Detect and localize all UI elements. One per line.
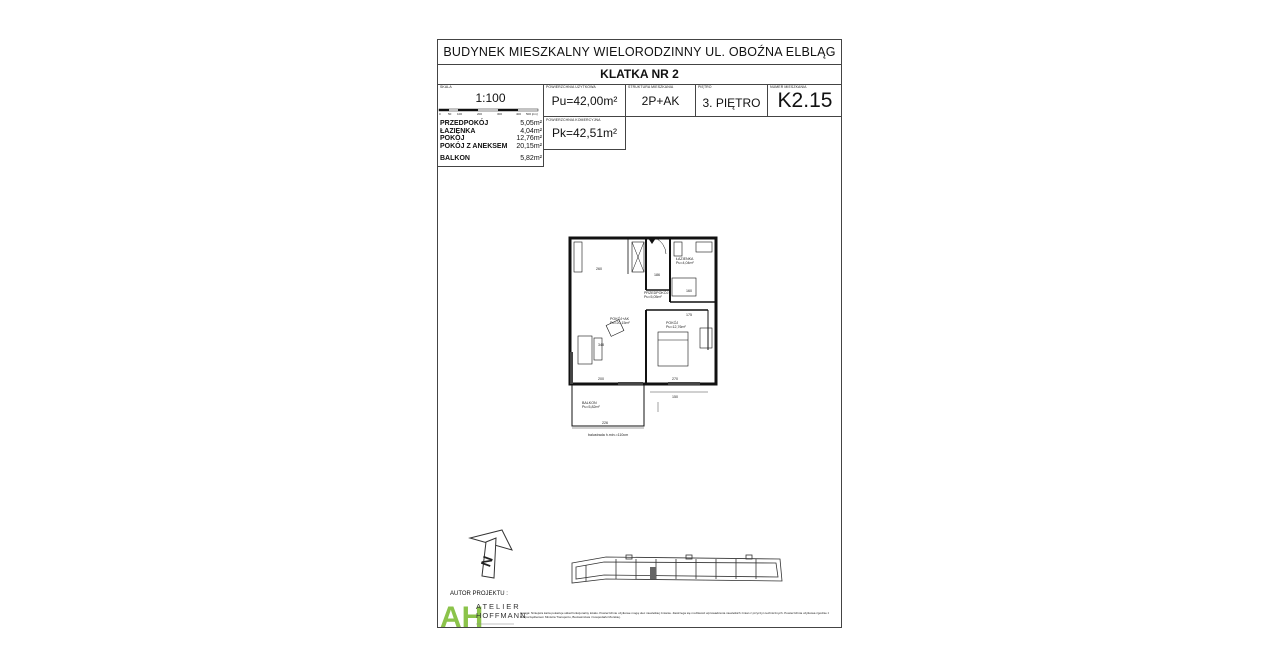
- floor-cell: [696, 84, 768, 117]
- plan-label-bath-area: Pu=4,04m²: [676, 261, 694, 265]
- scale-value: 1:100: [475, 91, 506, 105]
- plan-dim: 226: [602, 421, 608, 425]
- author-label: AUTOR PROJEKTU :: [450, 591, 508, 597]
- plan-dim: 175: [686, 313, 692, 317]
- plan-label-balcony: BALKON: [582, 401, 597, 405]
- structure-value: 2P+AK: [641, 94, 680, 108]
- floor-plan: [558, 232, 728, 442]
- plan-dim: 150: [672, 395, 678, 399]
- usable-area-label: POWIERZCHNIA UŻYTKOWA: [546, 85, 596, 89]
- plan-label-living: POKÓJ+AK: [610, 317, 630, 321]
- stair-title-text: KLATKA NR 2: [600, 67, 679, 81]
- building-title-text: BUDYNEK MIESZKALNY WIELORODZINNY UL. OBOŹNA ELBLĄG: [443, 45, 836, 59]
- atelier-hoffmann-logo: [440, 599, 527, 634]
- svg-text:N: N: [477, 553, 496, 569]
- unit-cell: [768, 84, 842, 117]
- svg-text:300: 300: [497, 112, 503, 116]
- svg-text:HOFFMANN: HOFFMANN: [476, 611, 527, 620]
- north-arrow-icon: [466, 520, 514, 578]
- scale-label: SKALA: [440, 85, 452, 89]
- plan-dim: 186: [654, 273, 660, 277]
- plan-dim: 200: [598, 377, 604, 381]
- room-row: ŁAZIENKA 4,04m²: [440, 127, 542, 135]
- structure-label: STRUKTURA MIESZKANIA: [628, 85, 674, 89]
- svg-text:AH: AH: [440, 601, 484, 634]
- svg-text:ATELIER: ATELIER: [476, 602, 521, 611]
- unit-value: K2.15: [777, 89, 833, 112]
- svg-text:0: 0: [439, 112, 441, 116]
- site-plan: [566, 545, 786, 587]
- plan-label-hall-area: Pu=5,05m²: [644, 295, 662, 299]
- room-row: POKÓJ 12,76m²: [440, 135, 542, 142]
- plan-label-room-area: Pu=12,76m²: [666, 325, 686, 329]
- notes-text: Uwaga: Niniejsza karta pokazuje układ funkcjonalny lokalu. Powierzchnie użytkowe mogą ulec niewielkiej zmianie. Zastrzega się możliwość wprowadzenia niewielkich zmian z przyczyn technicznych. Powierzchnia użytkowa zgodnie z Rozporządzeniem Ministra Transportu, Budownictwa i Gospodarki Morskiej.: [520, 611, 830, 619]
- commercial-area-cell: [544, 117, 626, 150]
- floor-value: 3. PIĘTRO: [702, 96, 761, 110]
- stair-title: [438, 64, 841, 85]
- room-row: POKÓJ Z ANEKSEM 20,15m²: [440, 142, 542, 150]
- building-title: [438, 40, 841, 65]
- rooms-list: [440, 120, 542, 163]
- usable-area-cell: [544, 84, 626, 117]
- svg-text:400: 400: [516, 112, 522, 116]
- commercial-area-value: Pk=42,51m²: [551, 126, 618, 140]
- floor-label: PIĘTRO: [698, 85, 712, 89]
- plan-dim: 270: [672, 377, 678, 381]
- svg-text:500 [cm]: 500 [cm]: [526, 112, 538, 116]
- svg-text:200: 200: [477, 112, 483, 116]
- apartment-card: [437, 39, 842, 634]
- plan-label-room: POKÓJ: [666, 321, 679, 325]
- svg-text:50: 50: [448, 112, 452, 116]
- commercial-area-label: POWIERZCHNIA KOMERCYJNA: [546, 118, 601, 122]
- plan-label-hall: PRZEDPOKÓJ: [644, 291, 669, 295]
- unit-label: NUMER MIESZKANIA: [770, 85, 807, 89]
- plan-dim: 260: [596, 267, 602, 271]
- room-row: BALKON 5,82m²: [440, 155, 542, 162]
- svg-text:100: 100: [457, 112, 463, 116]
- plan-dim: 348: [598, 343, 604, 347]
- plan-label-bath: ŁAZIENKA: [676, 257, 694, 261]
- plan-dim: 160: [686, 289, 692, 293]
- usable-area-value: Pu=42,00m²: [551, 94, 618, 108]
- structure-cell: [626, 84, 696, 117]
- plan-label-railing: balustrada h.min.=110cm: [588, 433, 629, 437]
- room-row: PRZEDPOKÓJ 5,05m²: [440, 120, 542, 127]
- plan-label-living-area: Pu=20,15m²: [610, 321, 630, 325]
- plan-label-balcony-area: Pu=5,82m²: [582, 405, 600, 409]
